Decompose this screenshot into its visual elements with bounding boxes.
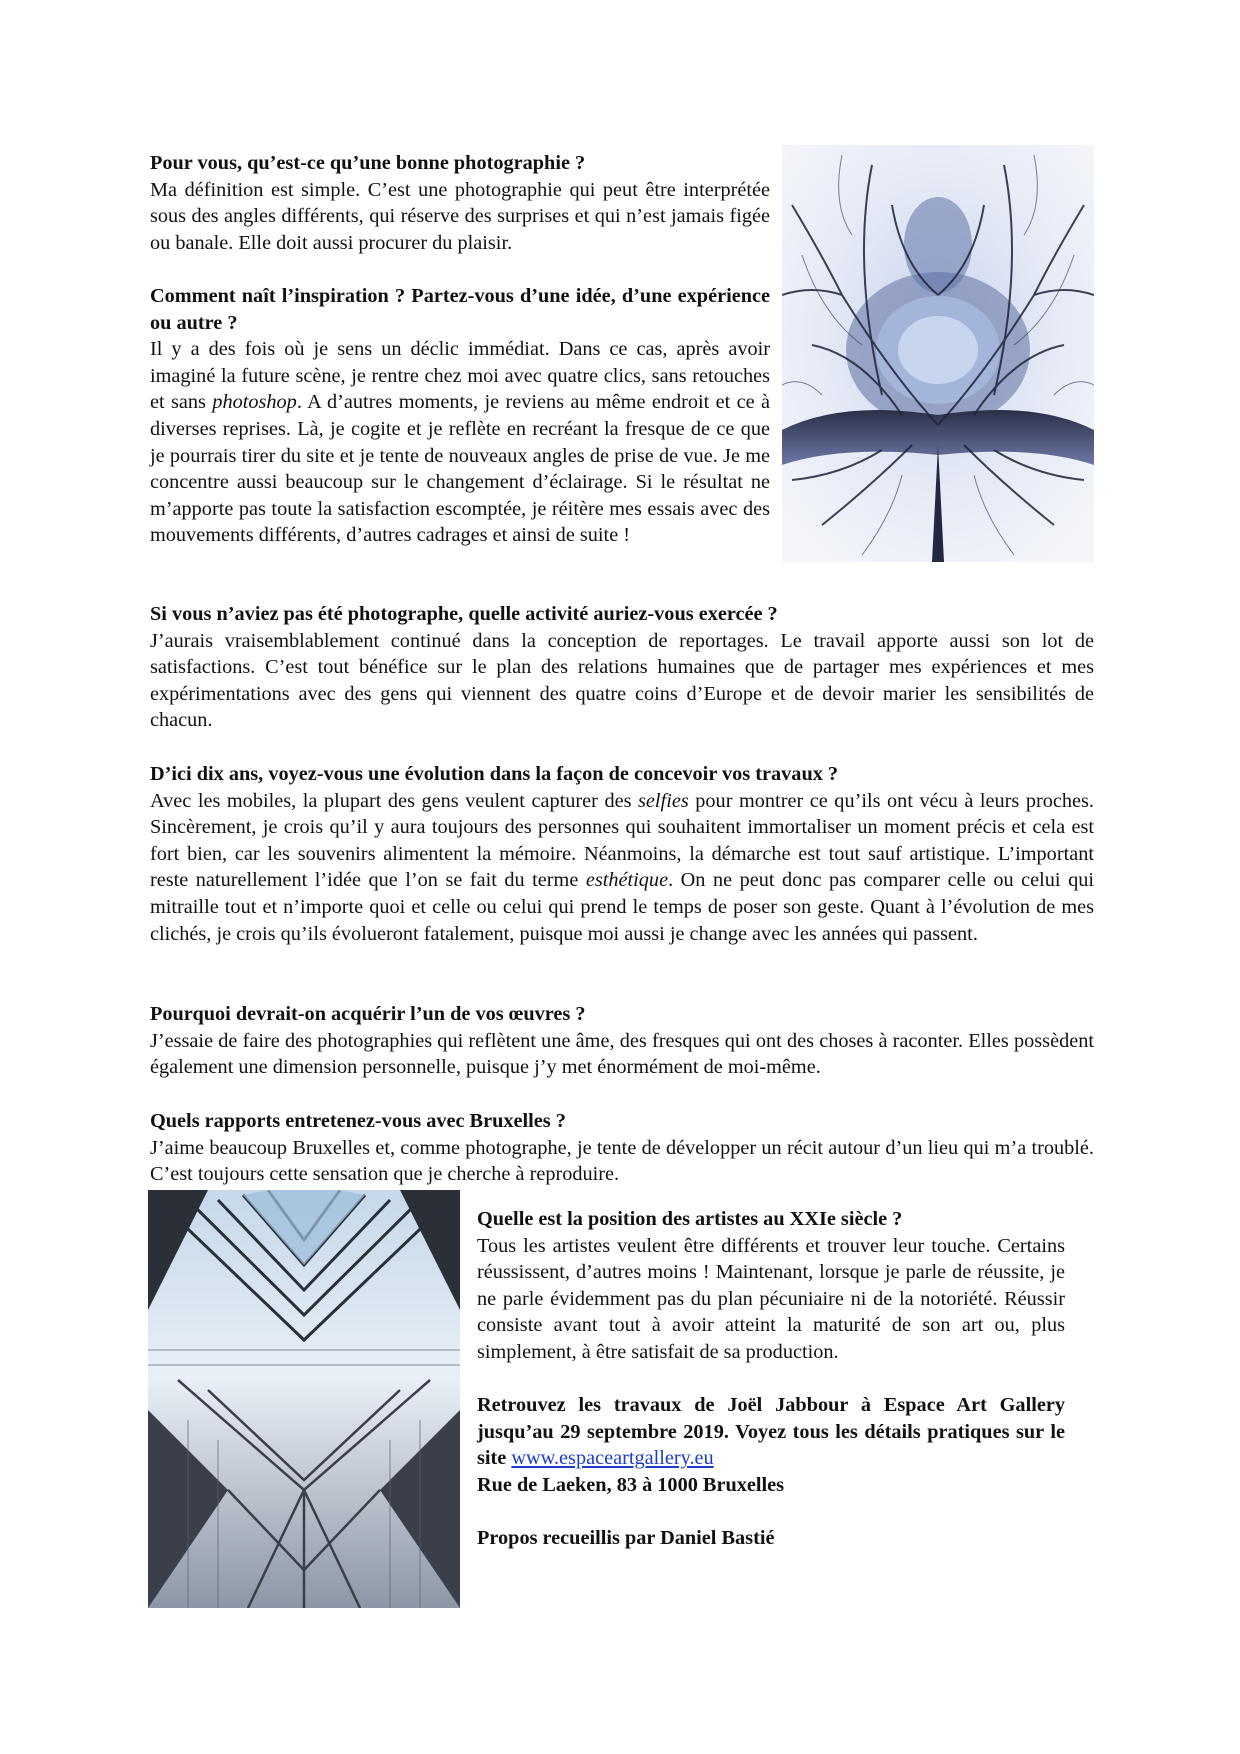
answer-emphasis: esthétique [585, 869, 669, 892]
section-other-activity [150, 601, 1094, 734]
answer-text: . A d’autres moments, je reviens au même endroit et ce à diverses reprises. Là, je cogite et je reflète en recréant la fresque de ce que je pourrais tirer du site et je tente de nouveaux angles de prise de vue. Je me concentre aussi beaucoup sur le changement d’éclairage. Si le résultat ne m’apporte pas toute la satisfaction escomptée, je réitère mes essais avec des mouvements différents, d’autres cadrages et ainsi de suite ! [150, 391, 770, 547]
question-heading: Quelle est la position des artistes au XXIe siècle ? [477, 1208, 903, 1230]
gallery-address: Rue de Laeken, 83 à 1000 Bruxelles [477, 1473, 785, 1496]
answer-emphasis: photoshop [212, 391, 297, 414]
answer-paragraph [150, 336, 770, 549]
answer-paragraph: J’essaie de faire des photographies qui reflètent une âme, des fresques qui ont des choses à raconter. Elles possèdent également une dimension personnelle, puisque j’y met énormément de moi-même. [150, 1029, 1094, 1079]
section-inspiration [150, 283, 770, 549]
section-artist-position [477, 1206, 1065, 1366]
question-heading: Quels rapports entretenez-vous avec Bruxelles ? [150, 1110, 566, 1132]
promo-text: Retrouvez les travaux de Joël Jabbour à Espace Art Gallery jusqu’au 29 septembre 2019. Voyez tous les détails pratiques sur le site [477, 1394, 1065, 1470]
interview-credit: Propos recueillis par Daniel Bastié [477, 1526, 775, 1549]
answer-text: pour montrer ce qu’ils ont vécu à leurs proches. Sincèrement, je crois qu’il y aura toujours des personnes qui souhaitent immortaliser un moment précis et cela est fort bien, car les souvenirs alimentent la mémoire. Néanmoins, la démarche est tout sauf artistique. L’important reste naturellement l’idée que l’on se fait du terme [150, 789, 1094, 892]
answer-paragraph: Ma définition est simple. C’est une photographie qui peut être interprétée sous des angles différents, qui réserve des surprises et qui n’est jamais figée ou banale. Elle doit aussi procurer du plaisir. [150, 178, 770, 254]
question-heading: D’ici dix ans, voyez-vous une évolution dans la façon de concevoir vos travaux ? [150, 763, 839, 785]
gallery-website-link[interactable]: www.espaceartgallery.eu [511, 1447, 714, 1470]
question-heading: Si vous n’aviez pas été photographe, quelle activité auriez-vous exercée ? [150, 603, 778, 625]
promo-paragraph [477, 1392, 1065, 1472]
question-heading: Comment naît l’inspiration ? Partez-vous d’une idée, d’une expérience ou autre ? [150, 285, 770, 334]
question-heading: Pour vous, qu’est-ce qu’une bonne photographie ? [150, 152, 586, 174]
answer-text: Avec les mobiles, la plupart des gens veulent capturer des [150, 789, 639, 812]
section-evolution [150, 761, 1094, 947]
tree-mirror-photo [782, 145, 1094, 562]
answer-text: Il y a des fois où je sens un déclic immédiat. Dans ce cas, après avoir imaginé la future scène, je rentre chez moi avec quatre clics, sans retouches et sans [150, 338, 770, 414]
answer-paragraph: Tous les artistes veulent être différents et trouver leur touche. Certains réussissent, d’autres moins ! Maintenant, lorsque je parle de réussite, je ne parle évidemment pas du plan pécuniaire ni de la notoriété. Réussir consiste avant tout à avoir atteint la maturité de son art ou, plus simplement, à être satisfait de sa production. [477, 1234, 1065, 1363]
section-why-acquire [150, 1001, 1094, 1081]
spacer [477, 1498, 1065, 1525]
question-heading: Pourquoi devrait-on acquérir l’un de vos œuvres ? [150, 1003, 586, 1025]
answer-paragraph: J’aime beaucoup Bruxelles et, comme photographe, je tente de développer un récit autour d’un lieu qui m’a troublé. C’est toujours cette sensation que je cherche à reproduire. [150, 1136, 1094, 1186]
answer-paragraph: J’aurais vraisemblablement continué dans la conception de reportages. Le travail apporte aussi son lot de satisfactions. C’est tout bénéfice sur le plan des relations humaines que de partager mes expériences et mes expérimentations avec des gens qui viennent des quatre coins d’Europe et de devoir marier les sensibilités de chacun. [150, 629, 1094, 732]
answer-emphasis: selfies [638, 789, 689, 812]
answer-paragraph [150, 788, 1094, 948]
answer-text: . On ne peut donc pas comparer celle ou celui qui mitraille tout et n’importe quoi et celle ou celui qui prend le temps de poser son geste. Quant à l’évolution de mes clichés, je crois qu’ils évolueront fatalement, puisque moi aussi je change avec les années qui passent. [150, 869, 1094, 945]
section-brussels [150, 1108, 1094, 1188]
section-good-photo [150, 150, 770, 256]
exhibition-info [477, 1392, 1065, 1552]
architecture-mirror-photo [148, 1190, 460, 1608]
